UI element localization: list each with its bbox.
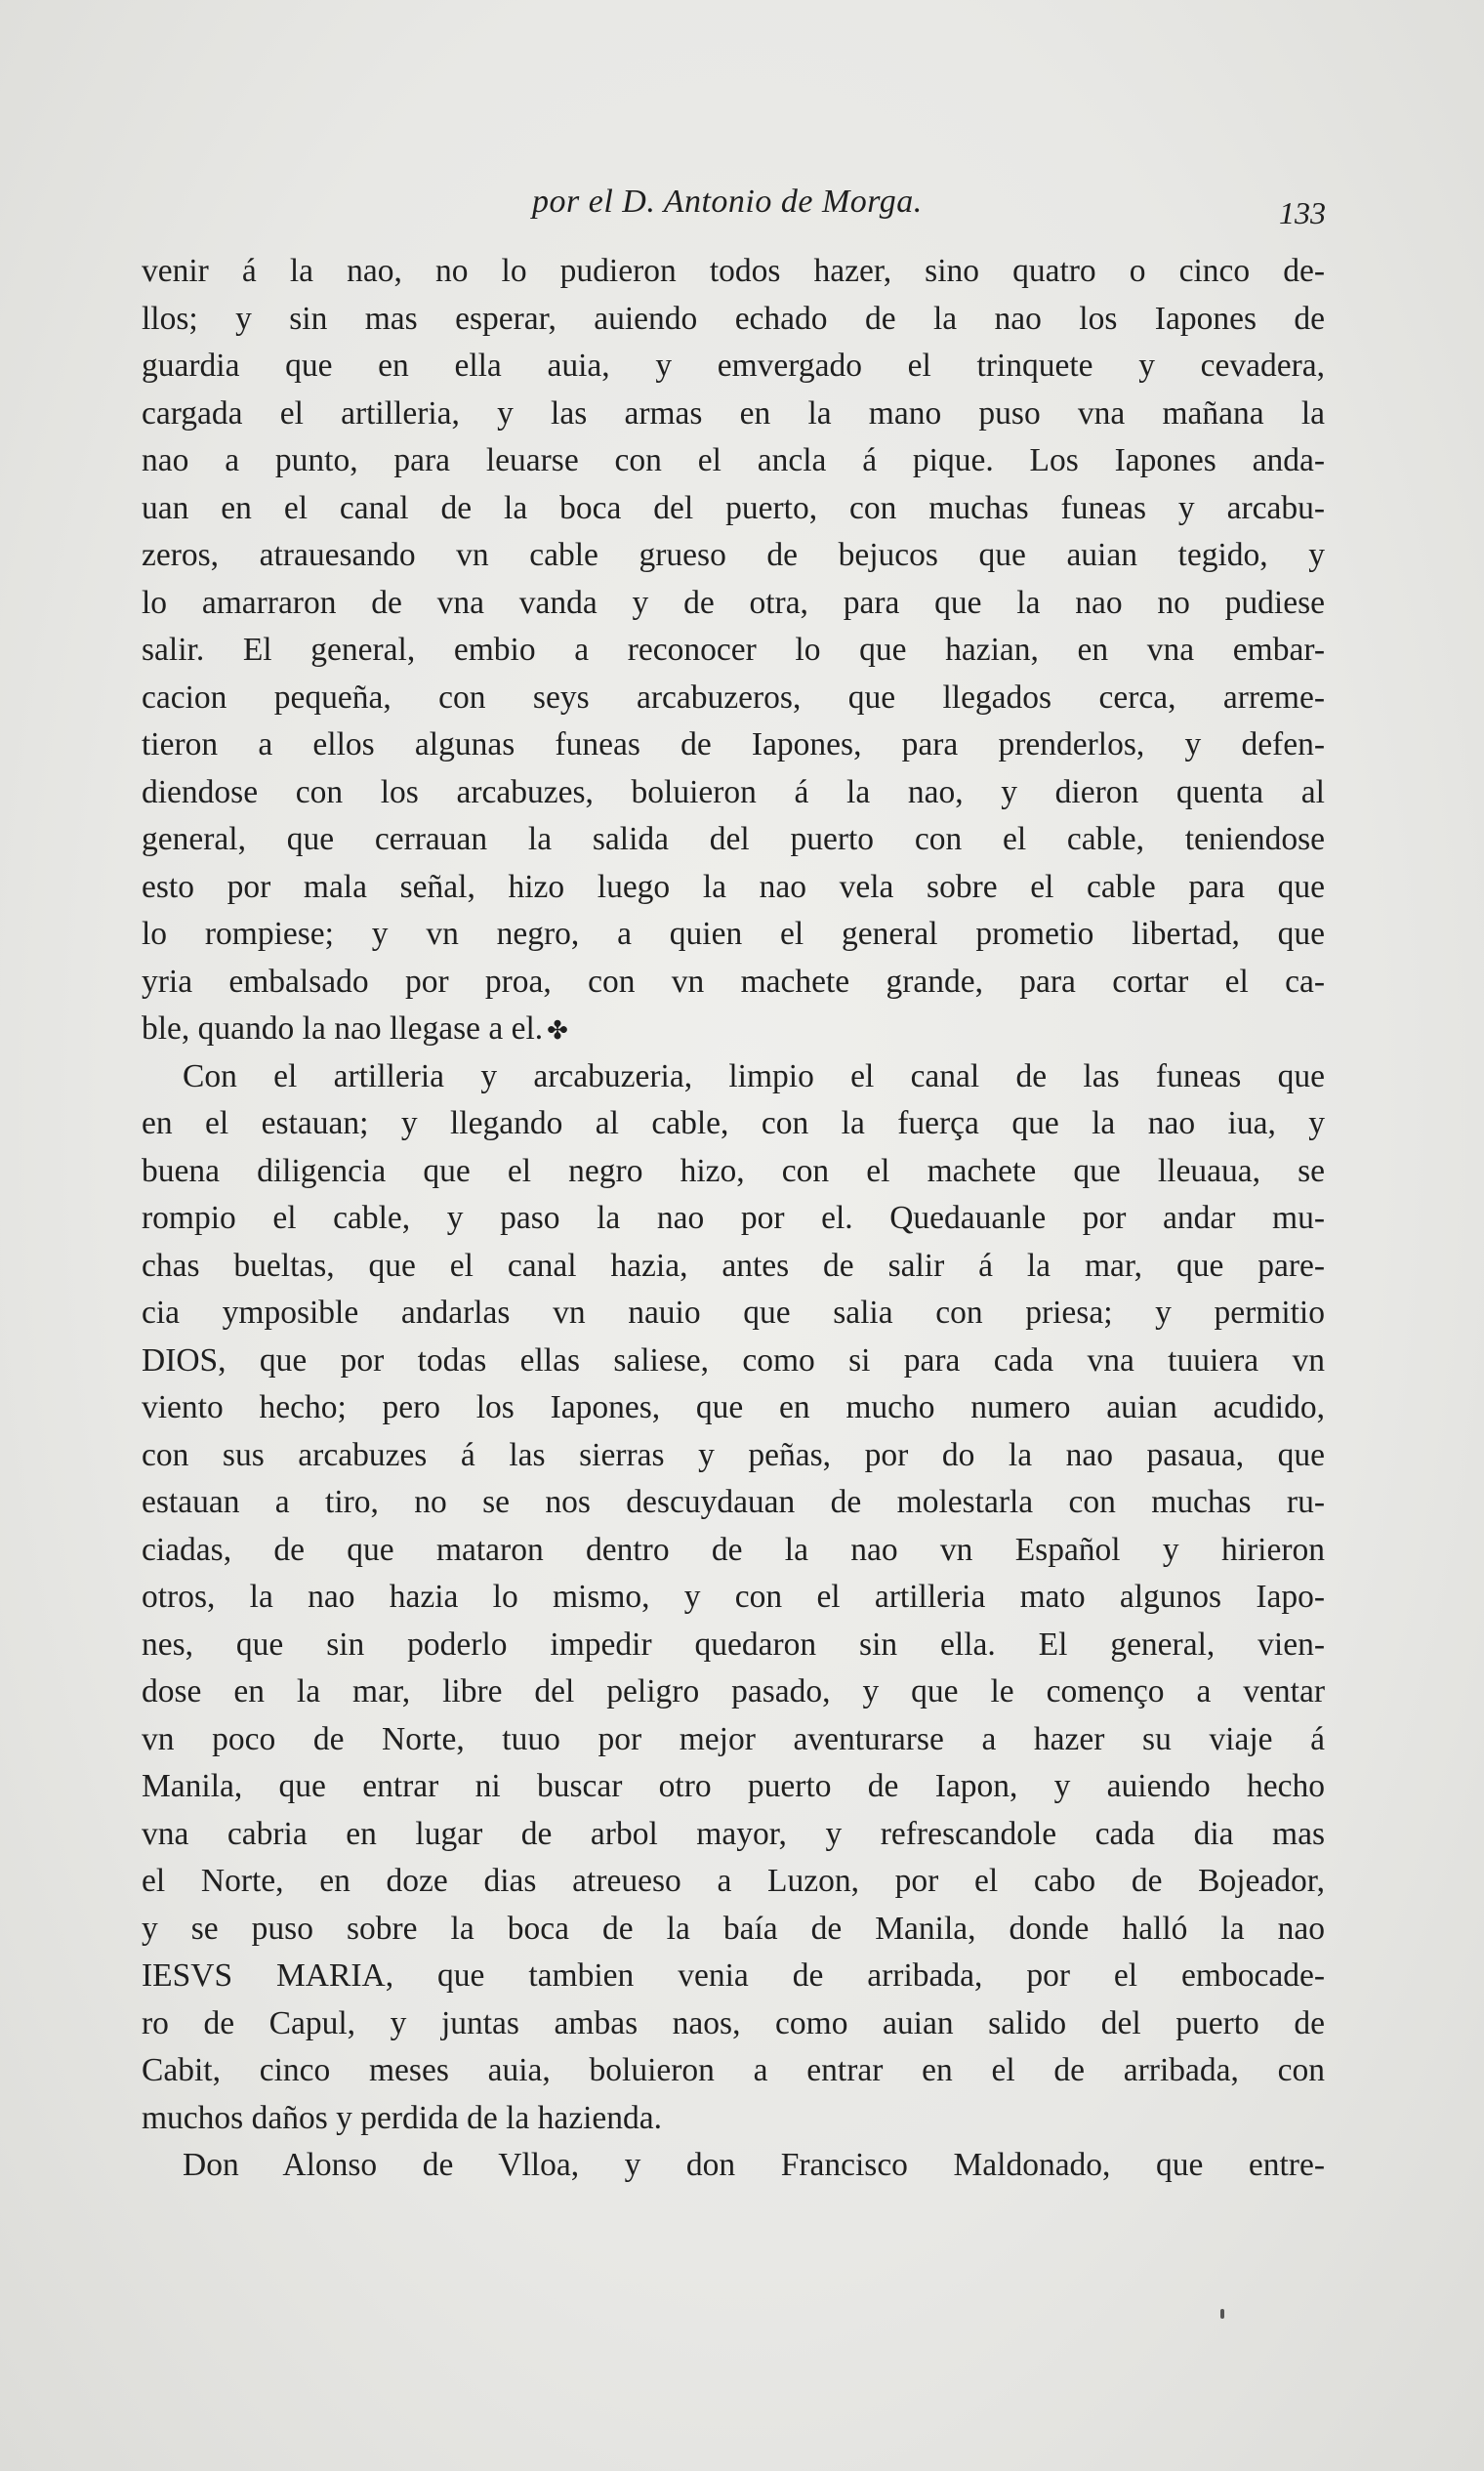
- text-line: Manila, que entrar ni buscar otro puerto de Iapon, y auiendo hecho: [142, 1768, 1325, 1804]
- text-line: el Norte, en doze dias atreueso a Luzon, por el cabo de Bojeador,: [142, 1863, 1325, 1899]
- text-line: buena diligencia que el negro hizo, con el machete que lleuaua, se: [142, 1152, 1325, 1189]
- text-line: cia ymposible andarlas vn nauio que salia con priesa; y permitio: [142, 1295, 1325, 1331]
- text-line: general, que cerrauan la salida del puerto con el cable, teniendose: [142, 821, 1325, 857]
- text-line: dose en la mar, libre del peligro pasado, y que le començo a ventar: [142, 1673, 1325, 1709]
- text-line: cacion pequeña, con seys arcabuzeros, que llegados cerca, arreme-: [142, 679, 1325, 716]
- text-line: tieron a ellos algunas funeas de Iapones, para prenderlos, y defen-: [142, 726, 1325, 762]
- text-line: vn poco de Norte, tuuo por mejor aventurarse a hazer su viaje á: [142, 1720, 1325, 1757]
- text-line: zeros, atrauesando vn cable grueso de bejucos que auian tegido, y: [142, 537, 1325, 573]
- text-line: IESVS MARIA, que tambien venia de arribada, por el embocade-: [142, 1957, 1325, 1994]
- paragraph-start-line: Don Alonso de Vlloa, y don Francisco Maldonado, que entre-: [183, 2147, 1325, 2183]
- text-line: ciadas, de que mataron dentro de la nao vn Español y hirieron: [142, 1531, 1325, 1568]
- text-line: cargada el artilleria, y las armas en la mano puso vna mañana la: [142, 394, 1325, 432]
- page-number: 133: [1279, 195, 1326, 230]
- text-line: vna cabria en lugar de arbol mayor, y refrescandole cada dia mas: [142, 1815, 1325, 1852]
- text-line-last: [142, 1006, 1325, 1053]
- text-line: lo rompiese; y vn negro, a quien el general prometio libertad, que: [142, 916, 1325, 952]
- text-line: guardia que en ella auia, y emvergado el trinquete y cevadera,: [142, 348, 1325, 384]
- text-line: salir. El general, embio a reconocer lo que hazian, en vna embar-: [142, 632, 1325, 668]
- text-line: en el estauan; y llegando al cable, con la fuerça que la nao iua, y: [142, 1105, 1325, 1141]
- ornament-mark: ✤: [547, 1016, 568, 1046]
- text-line: lo amarraron de vna vanda y de otra, para que la nao no pudiese: [142, 584, 1325, 621]
- text-line: DIOS, que por todas ellas saliese, como si para cada vna tuuiera vn: [142, 1341, 1325, 1379]
- text-line-content: ble, quando la nao llegase a el.: [142, 1010, 544, 1047]
- running-title: por el D. Antonio de Morga.: [532, 184, 923, 220]
- text-line: llos; y sin mas esperar, auiendo echado de la nao los Iapones de: [142, 300, 1325, 337]
- text-line: rompio el cable, y paso la nao por el. Quedauanle por andar mu-: [142, 1200, 1325, 1236]
- text-line: con sus arcabuzes á las sierras y peñas, por do la nao pasaua, que: [142, 1436, 1325, 1473]
- paper-speck: [1220, 2309, 1224, 2319]
- text-line: chas bueltas, que el canal hazia, antes de salir á la mar, que pare-: [142, 1247, 1325, 1284]
- body-text: [142, 248, 1325, 2190]
- text-line: ro de Capul, y juntas ambas naos, como auian salido del puerto de: [142, 2004, 1325, 2041]
- paragraph-start-line: Con el artilleria y arcabuzeria, limpio el canal de las funeas que: [183, 1057, 1325, 1094]
- text-line: otros, la nao hazia lo mismo, y con el artilleria mato algunos Iapo-: [142, 1579, 1325, 1615]
- text-line: estauan a tiro, no se nos descuydauan de molestarla con muchas ru-: [142, 1484, 1325, 1520]
- text-line: y se puso sobre la boca de la baía de Manila, donde halló la nao: [142, 1910, 1325, 1947]
- text-line: diendose con los arcabuzes, boluieron á la nao, y dieron quenta al: [142, 773, 1325, 810]
- text-line: venir á la nao, no lo pudieron todos hazer, sino quatro o cinco de-: [142, 253, 1325, 289]
- text-line: esto por mala señal, hizo luego la nao vela sobre el cable para que: [142, 868, 1325, 905]
- text-line: yria embalsado por proa, con vn machete grande, para cortar el ca-: [142, 963, 1325, 1000]
- text-line: nao a punto, para leuarse con el ancla á pique. Los Iapones anda-: [142, 442, 1325, 478]
- text-line: viento hecho; pero los Iapones, que en mucho numero auian acudido,: [142, 1389, 1325, 1425]
- text-line: nes, que sin poderlo impedir quedaron sin ella. El general, vien-: [142, 1626, 1325, 1663]
- text-line: Cabit, cinco meses auia, boluieron a entrar en el de arribada, con: [142, 2052, 1325, 2088]
- text-line-last: muchos daños y perdida de la hazienda.: [142, 2099, 663, 2136]
- page-header: [0, 184, 1484, 230]
- text-line: uan en el canal de la boca del puerto, con muchas funeas y arcabu-: [142, 489, 1325, 526]
